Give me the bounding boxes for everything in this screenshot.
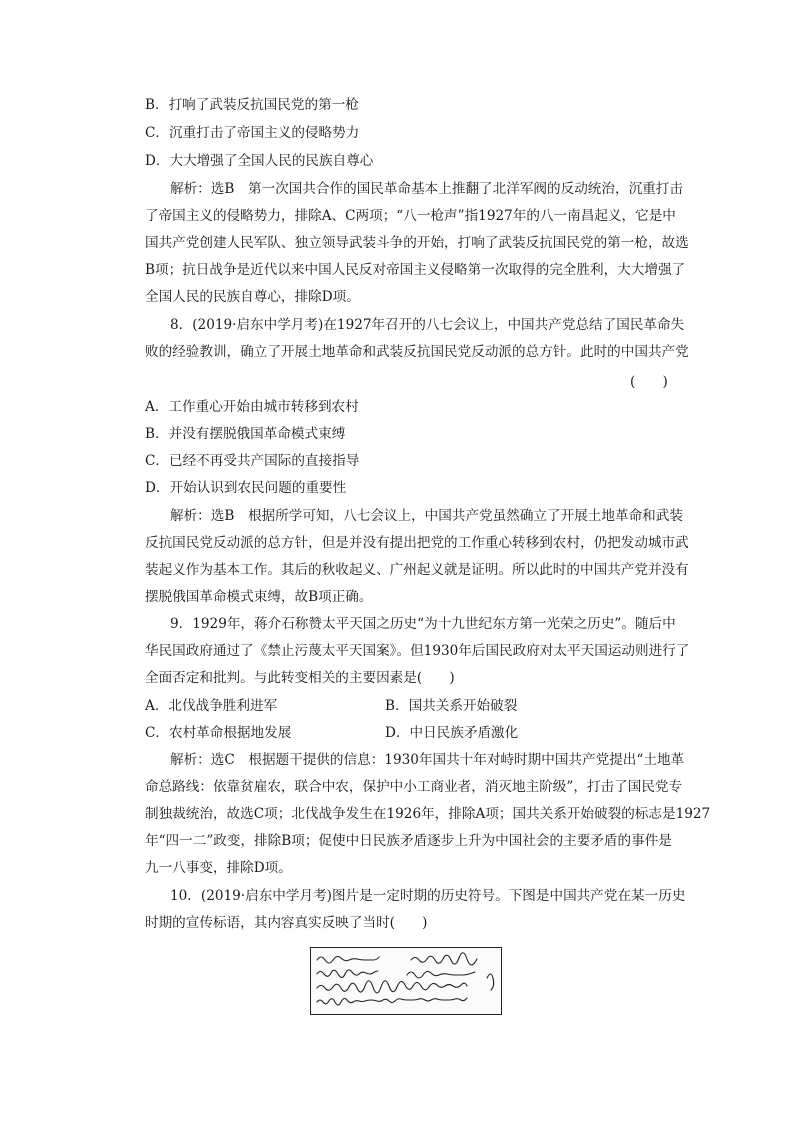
q8-analysis-line: 装起义作为基本工作。其后的秋收起义、广州起义就是证明。所以此时的中国共产党并没有: [145, 562, 689, 578]
q9-analysis-line: 九一八事变，排除D项。: [145, 860, 292, 876]
q9-analysis-line: 解析：选C 根据题干提供的信息：1930年国共十年对峙时期中国共产党提出“土地革: [170, 752, 685, 768]
q7-option-c: C．沉重打击了帝国主义的侵略势力: [145, 125, 360, 141]
q10-stem-line: 时期的宣传标语，其内容真实反映了当时( ): [145, 915, 428, 931]
q7-analysis-line: B项；抗日战争是近代以来中国人民反对帝国主义侵略第一次取得的完全胜利，大大增强了: [145, 262, 686, 278]
q8-option-b: B．并没有摆脱俄国革命模式束缚: [145, 426, 346, 442]
q9-option-d: D．中日民族矛盾激化: [385, 725, 519, 741]
q9-option-b: B．国共关系开始破裂: [385, 698, 518, 714]
q8-option-a: A．工作重心开始由城市转移到农村: [145, 399, 359, 415]
q8-stem-line: 败的经验教训，确立了开展土地革命和武装反抗国民党反动派的总方针。此时的中国共产党: [145, 344, 689, 360]
q7-analysis-line: 国共产党创建人民军队、独立领导武装斗争的开始，打响了武装反抗国民党的第一枪，故选: [145, 235, 689, 251]
q7-option-d: D．大大增强了全国人民的民族自尊心: [145, 153, 374, 169]
q9-stem-line: 全面否定和批判。与此转变相关的主要因素是( ): [145, 670, 455, 686]
q8-option-c: C．已经不再受共产国际的直接指导: [145, 453, 360, 469]
q9-analysis-line: 年“四一二”政变，排除B项；促使中日民族矛盾逐步上升为中国社会的主要矛盾的事件是: [145, 833, 672, 849]
q10-stem-line: 10．(2019·启东中学月考)图片是一定时期的历史符号。下图是中国共产党在某一历史: [170, 888, 686, 904]
q7-analysis-line: 全国人民的民族自尊心，排除D项。: [145, 289, 360, 305]
q8-stem-line: 8．(2019·启东中学月考)在1927年召开的八七会议上，中国共产党总结了国民革命失: [170, 317, 685, 333]
handwriting-scribbles: [311, 948, 501, 1014]
q8-option-d: D．开始认识到农民问题的重要性: [145, 480, 347, 496]
q7-analysis-line: 了帝国主义的侵略势力，排除A、C两项；“八一枪声”指1927年的八一南昌起义，它是中: [145, 208, 676, 224]
q9-option-a: A．北伐战争胜利进军: [145, 698, 278, 714]
q9-analysis-line: 命总路线：依靠贫雇农，联合中农，保护中小工商业者，消灭地主阶级”，打击了国民党专: [145, 779, 683, 795]
q7-option-b: B．打响了武装反抗国民党的第一枪: [145, 97, 359, 113]
q8-analysis-line: 解析：选B 根据所学可知，八七会议上，中国共产党虽然确立了开展土地革命和武装: [170, 508, 683, 524]
q9-analysis-line: 制独裁统治，故选C项；北伐战争发生在1926年，排除A项；国共关系开始破裂的标志是1927: [145, 806, 711, 822]
q7-analysis-line: 解析：选B 第一次国共合作的国民革命基本上推翻了北洋军阀的反动统治，沉重打击: [170, 181, 683, 197]
q8-analysis-line: 摆脱俄国革命模式束缚，故B项正确。: [145, 589, 373, 605]
q8-analysis-line: 反抗国民党反动派的总方针，但是并没有提出把党的工作重心转移到农村，仍把发动城市武: [145, 535, 689, 551]
q9-stem-line: 华民国政府通过了《禁止污蔑太平天国案》。但1930年后国民政府对太平天国运动则进行了: [145, 643, 690, 659]
q8-answer-bracket: ( ): [630, 374, 668, 390]
handwritten-slogan-image: [310, 947, 502, 1015]
q9-stem-line: 9．1929年，蒋介石称赞太平天国之历史“为十九世纪东方第一光荣之历史”。随后中: [170, 616, 676, 632]
q9-option-c: C．农村革命根据地发展: [145, 725, 292, 741]
